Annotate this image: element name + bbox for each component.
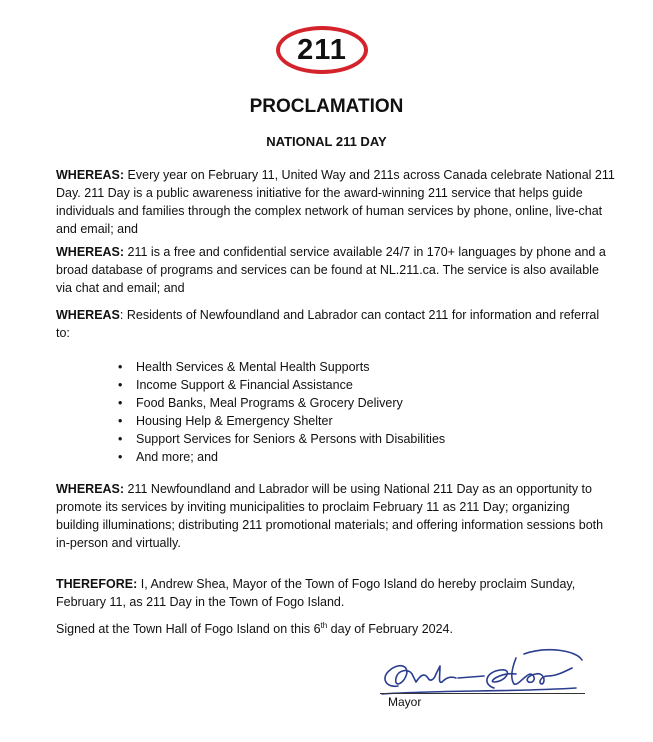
paragraph-body: Every year on February 11, United Way and 211s across Canada celebrate National 211 Day. 211 Day is a public awareness initiative for the award-winning 211 service that helps guide individuals and families through the complex network of human services by phone, online, live-chat and email; and: [56, 168, 615, 236]
whereas-paragraph-1: [56, 166, 616, 238]
signed-statement: [56, 620, 616, 638]
paragraph-body: 211 Newfoundland and Labrador will be using National 211 Day as an opportunity to promote its services by inviting municipalities to proclaim February 11 as 211 Day; organizing building illuminations; distributing 211 promotional materials; and offering information sessions both in-person and virtually.: [56, 482, 604, 550]
paragraph-lead: THEREFORE:: [56, 577, 138, 591]
whereas-paragraph-3: [56, 306, 616, 342]
therefore-paragraph: [56, 575, 616, 611]
services-list: [118, 358, 445, 466]
list-item: • And more; and: [118, 448, 445, 466]
signature-line: [380, 693, 585, 694]
paragraph-body: 211 is a free and confidential service available 24/7 in 170+ languages by phone and a broad database of programs and services can be found at NL.211.ca. The service is also available via chat and email; and: [56, 245, 606, 295]
list-item: • Housing Help & Emergency Shelter: [118, 412, 445, 430]
list-item: • Food Banks, Meal Programs & Grocery Delivery: [118, 394, 445, 412]
list-item: • Health Services & Mental Health Supports: [118, 358, 445, 376]
paragraph-lead: WHEREAS:: [56, 168, 125, 182]
list-item: • Support Services for Seniors & Persons with Disabilities: [118, 430, 445, 448]
signed-text-end: day of February 2024.: [327, 622, 453, 636]
whereas-paragraph-2: [56, 243, 616, 297]
paragraph-lead: WHEREAS: [56, 308, 120, 322]
paragraph-lead: WHEREAS:: [56, 482, 125, 496]
ordinal-suffix: th: [320, 620, 328, 630]
page-subtitle: NATIONAL 211 DAY: [266, 134, 387, 149]
signatory-title: Mayor: [388, 695, 422, 709]
whereas-paragraph-4: [56, 480, 616, 552]
list-item: • Income Support & Financial Assistance: [118, 376, 445, 394]
211-logo: [276, 26, 368, 74]
paragraph-body: : Residents of Newfoundland and Labrador can contact 211 for information and referral to:: [56, 308, 600, 340]
paragraph-body: I, Andrew Shea, Mayor of the Town of Fogo Island do hereby proclaim Sunday, February 11, as 211 Day in the Town of Fogo Island.: [56, 577, 576, 609]
logo-text: 211: [297, 33, 347, 66]
signed-text: Signed at the Town Hall of Fogo Island on this 6: [56, 622, 321, 636]
page-title: PROCLAMATION: [249, 96, 404, 117]
paragraph-lead: WHEREAS:: [56, 245, 125, 259]
